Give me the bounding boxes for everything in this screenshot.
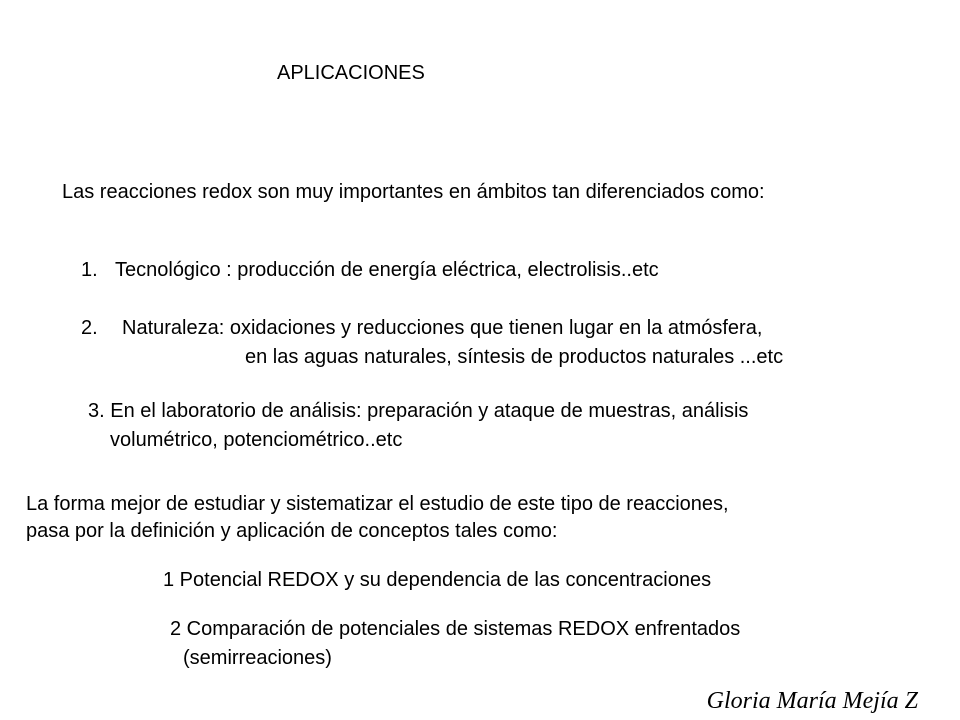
paragraph-line-2: pasa por la definición y aplicación de conceptos tales como: [26,520,558,542]
paragraph-line-1: La forma mejor de estudiar y sistematizar el estudio de este tipo de reacciones, [26,493,729,515]
concept-item-comparison-continuation: (semirreaciones) [183,647,332,669]
list-item-number: 3. [88,400,105,422]
list-item-text: Tecnológico : producción de energía eléctrica, electrolisis..etc [115,259,659,281]
intro-text: Las reacciones redox son muy importantes en ámbitos tan diferenciados como: [62,181,765,203]
list-item-laboratory [88,397,748,426]
list-item-number: 2. [81,317,98,339]
list-item-nature [81,314,762,343]
list-item-laboratory-continuation: volumétrico, potenciométrico..etc [110,429,403,451]
slide-title: APLICACIONES [277,62,425,84]
list-item-number: 1. [81,259,98,281]
concept-item-potential: 1 Potencial REDOX y su dependencia de las concentraciones [163,569,712,591]
author-signature: Gloria María Mejía Z [706,688,918,714]
list-item-text: En el laboratorio de análisis: preparación y ataque de muestras, análisis [110,400,749,422]
concept-item-comparison: 2 Comparación de potenciales de sistemas REDOX enfrentados [170,618,741,640]
list-item-technological [81,256,659,285]
list-item-text: Naturaleza: oxidaciones y reducciones que tienen lugar en la atmósfera, [122,317,763,339]
list-item-nature-continuation: en las aguas naturales, síntesis de productos naturales ...etc [245,346,784,368]
